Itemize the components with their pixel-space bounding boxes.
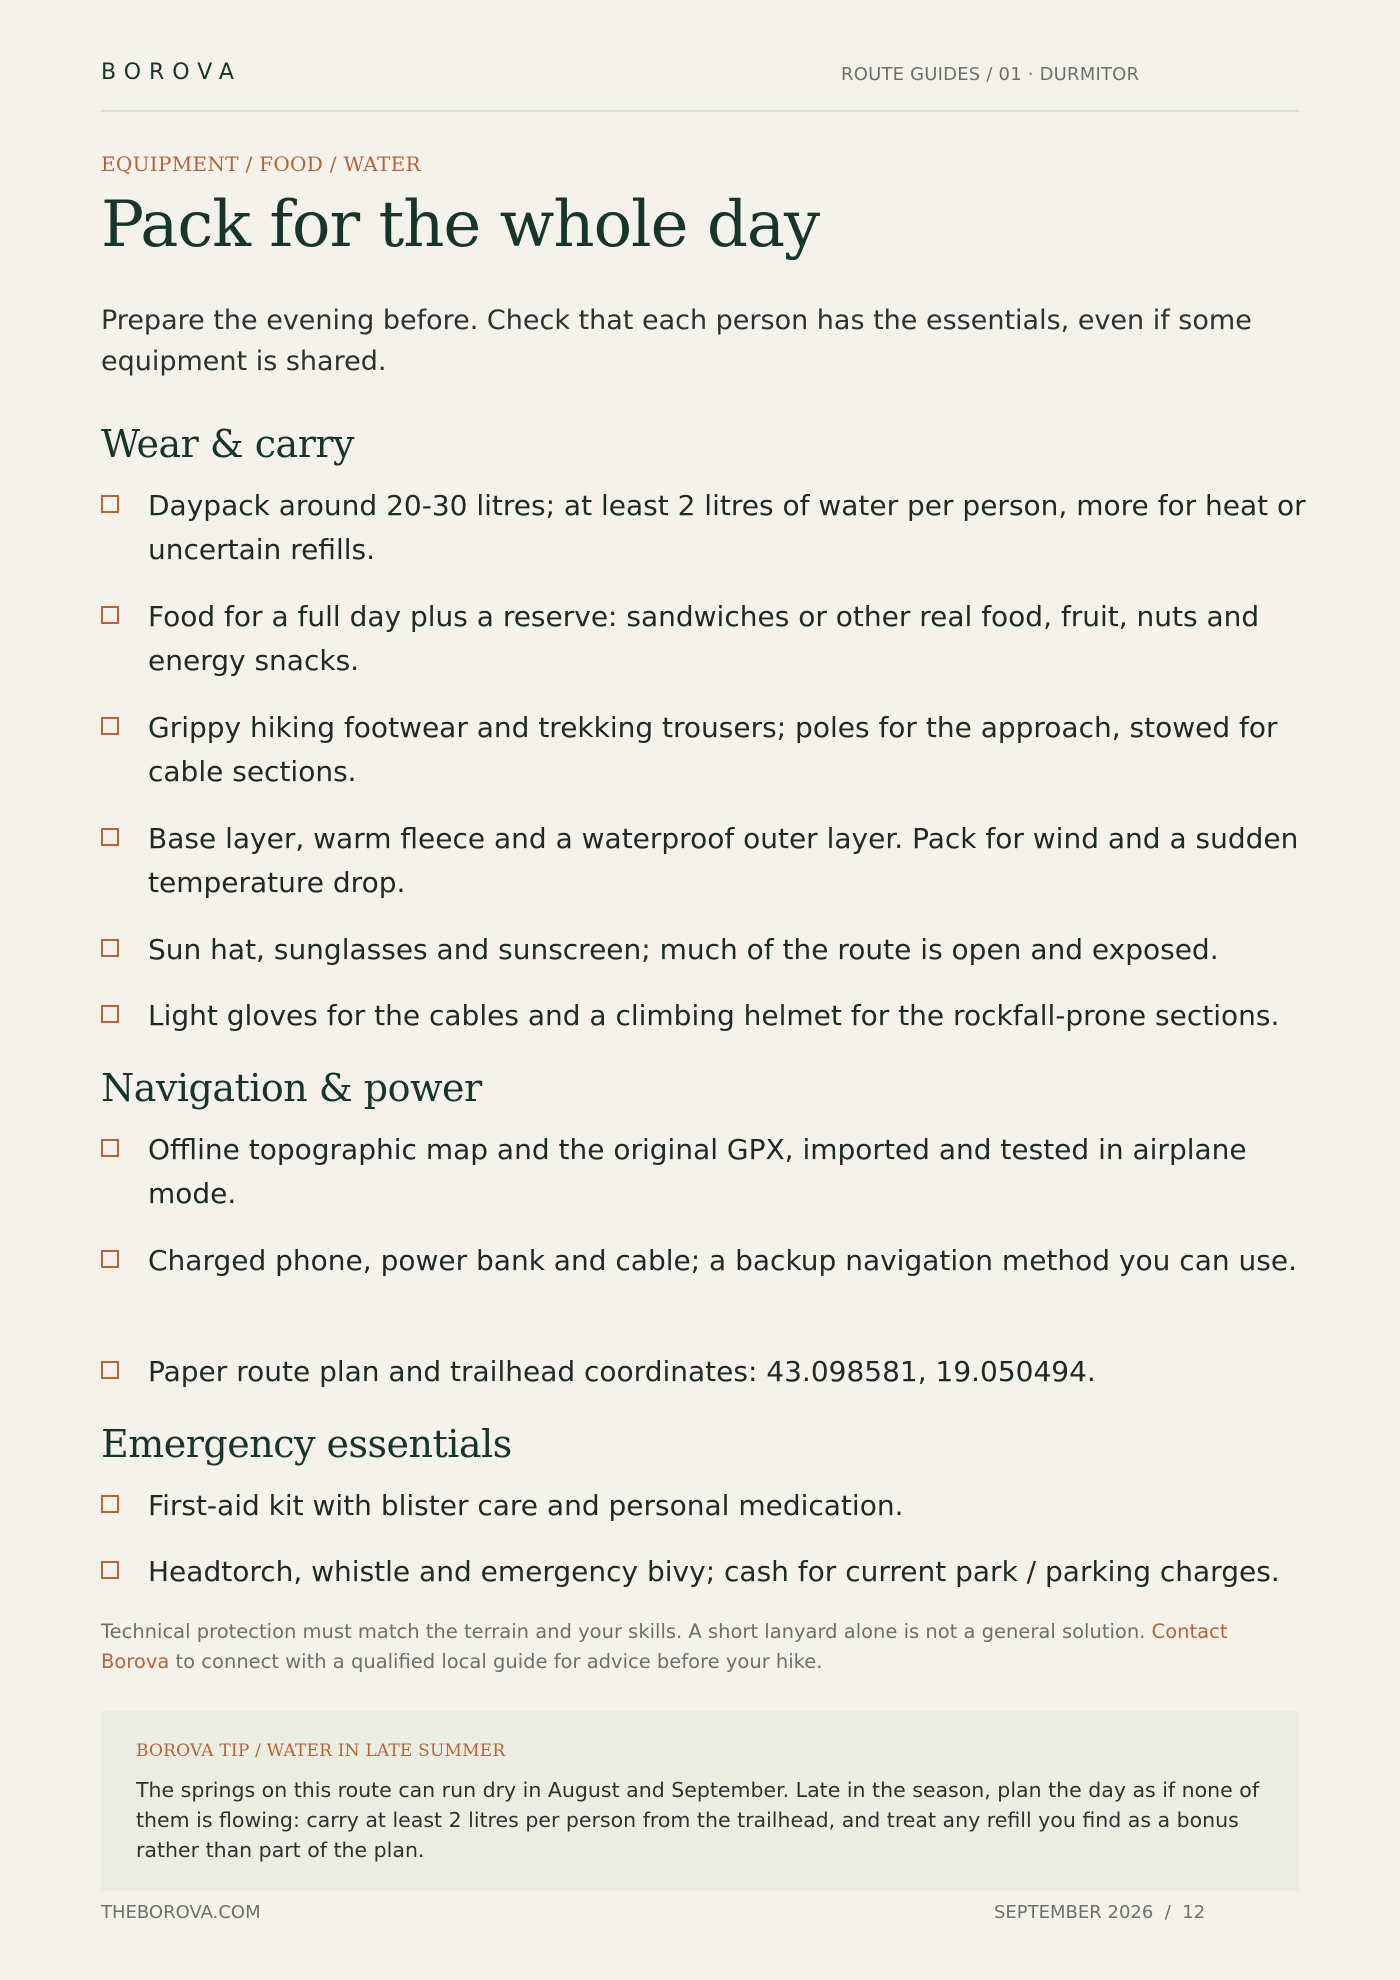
section-heading-navigation-power: Navigation & power [101,1066,482,1110]
brand-logo[interactable]: BOROVA [101,60,242,85]
safety-note-tail: to connect with a qualified local guide for advice before your hike. [175,1650,823,1673]
footer-site[interactable]: THEBOROVA.COM [101,1902,261,1923]
checkbox-icon[interactable] [101,1561,119,1579]
checklist-item-text: Headtorch, whistle and emergency bivy; cash for current park / parking charges. [148,1555,1280,1588]
checkbox-icon[interactable] [101,1361,119,1379]
checklist-item-text: First-aid kit with blister care and personal medication. [148,1489,904,1522]
checklist-item-text: Grippy hiking footwear and trekking trousers; poles for the approach, stowed for cable sections. [148,711,1278,788]
page-header [101,56,1299,112]
page-title: Pack for the whole day [101,188,820,262]
checkbox-icon[interactable] [101,828,119,846]
checklist-item-text: Sun hat, sunglasses and sunscreen; much of the route is open and exposed. [148,933,1219,966]
intro-paragraph: Prepare the evening before. Check that each person has the essentials, even if some equipment is shared. [101,305,1252,377]
guide-page [101,0,1306,1980]
tip-box [101,1711,1299,1890]
tip-body: The springs on this route can run dry in August and September. Late in the season, plan the day as if none of them is flowing: carry at least 2 litres per person from the trailhead, and treat any refill you find as a bonus rather than part of the plan. [136,1778,1260,1862]
footer-date-page-text: SEPTEMBER 2026 / 12 [994,1902,1206,1923]
checklist-item-text: Base layer, warm fleece and a waterproof outer layer. Pack for wind and a sudden temperature drop. [148,822,1299,899]
checklist-item-text: Food for a full day plus a reserve: sandwiches or other real food, fruit, nuts and energy snacks. [148,600,1260,677]
checklist-item-text: Daypack around 20-30 litres; at least 2 litres of water per person, more for heat or uncertain refills. [148,489,1306,566]
footer-date-page [994,1902,1205,1923]
checkbox-icon[interactable] [101,1139,119,1157]
breadcrumb: ROUTE GUIDES / 01 · DURMITOR [841,64,1140,85]
checklist-item-text: Paper route plan and trailhead coordinates: 43.098581, 19.050494. [148,1355,1096,1388]
section-heading-emergency-essentials: Emergency essentials [101,1422,512,1466]
contact-borova-link[interactable]: Contact Borova [101,1620,1228,1673]
checklist-item-text: Offline topographic map and the original GPX, imported and tested in airplane mode. [148,1133,1247,1210]
checkbox-icon[interactable] [101,1005,119,1023]
category-eyebrow: EQUIPMENT / FOOD / WATER [101,152,421,176]
checklist-item-text: Charged phone, power bank and cable; a backup navigation method you can use. [148,1244,1297,1277]
checkbox-icon[interactable] [101,495,119,513]
section-heading-wear-carry: Wear & carry [101,422,354,466]
checkbox-icon[interactable] [101,606,119,624]
checkbox-icon[interactable] [101,717,119,735]
checkbox-icon[interactable] [101,1250,119,1268]
checkbox-icon[interactable] [101,939,119,957]
safety-note [101,1617,1299,1677]
safety-note-text: Technical protection must match the terrain and your skills. A short lanyard alone is not a general solution. [101,1620,1146,1643]
tip-label: BOROVA TIP / WATER IN LATE SUMMER [136,1741,506,1761]
checkbox-icon[interactable] [101,1495,119,1513]
checklist-item-text: Light gloves for the cables and a climbing helmet for the rockfall-prone sections. [148,999,1280,1032]
